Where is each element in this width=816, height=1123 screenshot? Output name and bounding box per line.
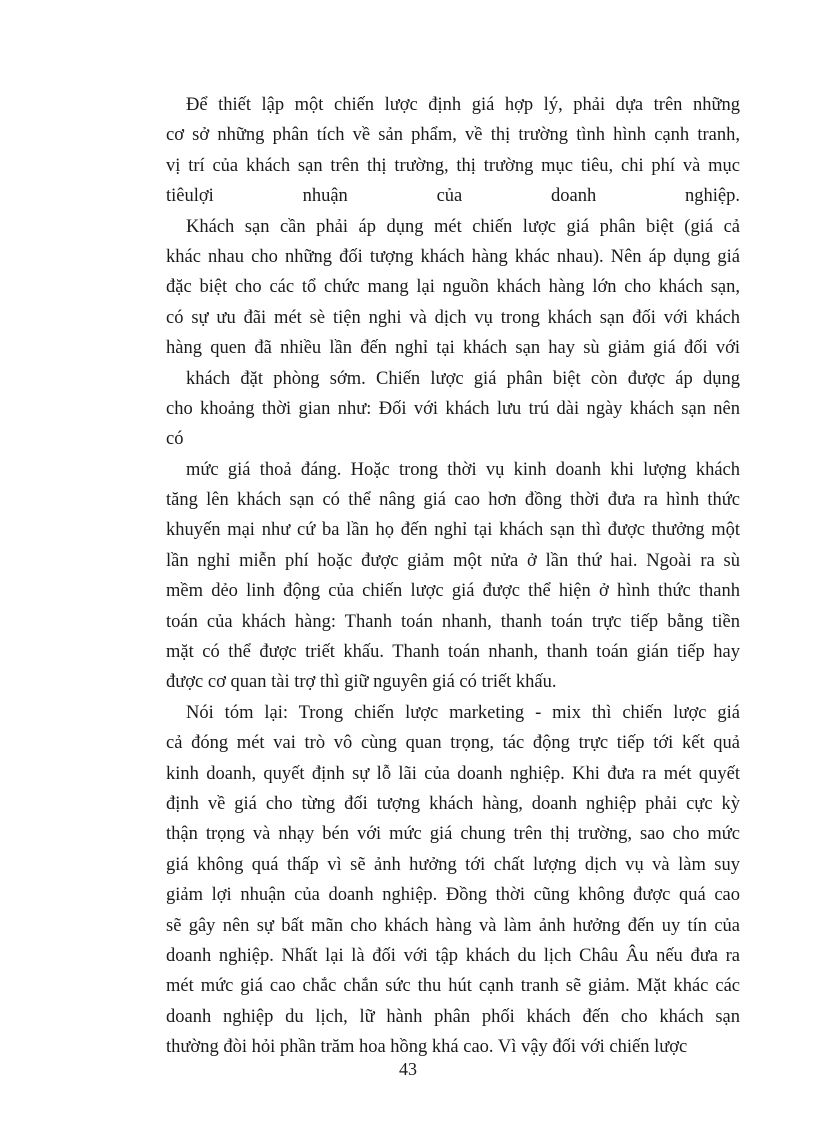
text-line: cả đóng mét vai trò vô cùng quan trọng, tác động trực tiếp tới kết quả — [166, 733, 740, 754]
text-line: hàng quen đã nhiều lần đến nghỉ tại khách sạn hay sù giảm giá đối với — [166, 338, 740, 359]
text-line: Nói tóm lại: Trong chiến lược marketing - mix thì chiến lược giá — [186, 702, 740, 723]
text-line: giá không quá thấp vì sẽ ảnh hưởng tới chất lượng dịch vụ và làm suy — [166, 854, 740, 875]
text-line: thận trọng và nhạy bén với mức giá chung trên thị trường, sao cho mức — [166, 824, 740, 845]
text-line: có sự ưu đãi mét sè tiện nghi và dịch vụ trong khách sạn đối với khách — [166, 307, 740, 328]
text-line: kinh doanh, quyết định sự lỗ lãi của doanh nghiệp. Khi đưa ra mét quyết — [166, 763, 740, 784]
text-line: có — [166, 429, 184, 450]
text-line: tiêulợi nhuận của doanh nghiệp. — [166, 186, 740, 207]
text-line: lần nghỉ miễn phí hoặc được giảm một nửa ở lần thứ hai. Ngoài ra sù — [166, 550, 740, 571]
text-line: cho khoảng thời gian như: Đối với khách lưu trú dài ngày khách sạn nên — [166, 398, 740, 419]
text-line: khuyến mại như cứ ba lần họ đến nghỉ tại khách sạn thì được thưởng một — [166, 520, 740, 541]
text-line: tăng lên khách sạn có thể nâng giá cao hơn đồng thời đưa ra hình thức — [166, 490, 740, 511]
page-number: 43 — [399, 1059, 417, 1079]
text-line: mét mức giá cao chắc chắn sức thu hút cạnh tranh sẽ giảm. Mặt khác các — [166, 976, 740, 997]
text-line: đặc biệt cho các tổ chức mang lại nguồn khách hàng lớn cho khách sạn, — [166, 277, 740, 298]
text-line: khách đặt phòng sớm. Chiến lược giá phân biệt còn được áp dụng — [186, 368, 740, 389]
body-text — [166, 90, 740, 1063]
text-line: định về giá cho từng đối tượng khách hàng, doanh nghiệp phải cực kỳ — [166, 793, 740, 814]
text-line: toán của khách hàng: Thanh toán nhanh, thanh toán trực tiếp bằng tiền — [166, 611, 740, 632]
text-line: khác nhau cho những đối tượng khách hàng khác nhau). Nên áp dụng giá — [166, 246, 740, 267]
text-line: mặt có thể được triết khấu. Thanh toán nhanh, thanh toán gián tiếp hay — [166, 642, 740, 663]
text-line: giảm lợi nhuận của doanh nghiệp. Đồng thời cũng không được quá cao — [166, 885, 740, 906]
text-line: Khách sạn cần phải áp dụng mét chiến lược giá phân biệt (giá cả — [186, 216, 740, 237]
text-line: Để thiết lập một chiến lược định giá hợp lý, phải dựa trên những — [186, 95, 740, 115]
text-line: mềm dẻo linh động của chiến lược giá được thể hiện ở hình thức thanh — [166, 581, 740, 602]
text-line: doanh nghiệp. Nhất lại là đối với tập khách du lịch Châu Âu nếu đưa ra — [166, 945, 740, 966]
text-line: doanh nghiệp du lịch, lữ hành phân phối khách đến cho khách sạn — [166, 1006, 740, 1027]
text-line: cơ sở những phân tích về sản phẩm, về thị trường tình hình cạnh tranh, — [166, 125, 740, 146]
text-line: sẽ gây nên sự bất mãn cho khách hàng và làm ảnh hưởng đến uy tín của — [166, 915, 740, 936]
text-line: vị trí của khách sạn trên thị trường, thị trường mục tiêu, chi phí và mục — [166, 155, 740, 176]
text-line: được cơ quan tài trợ thì giữ nguyên giá có triết khấu. — [166, 672, 557, 693]
text-line: thường đòi hỏi phần trăm hoa hồng khá cao. Vì vậy đối với chiến lược — [166, 1037, 688, 1058]
text-line: mức giá thoả đáng. Hoặc trong thời vụ kinh doanh khi lượng khách — [186, 459, 740, 480]
